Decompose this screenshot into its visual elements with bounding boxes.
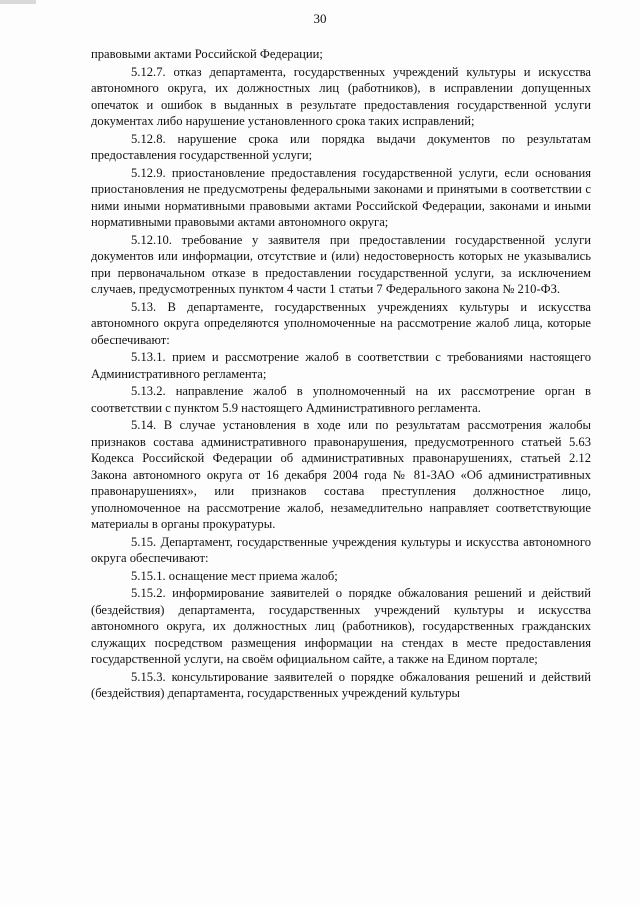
page-number: 30 bbox=[313, 11, 327, 26]
paragraph-continuation: правовыми актами Российской Федерации; bbox=[91, 47, 323, 61]
paragraph-5-13-1: 5.13.1. прием и рассмотрение жалоб в соответствии с требованиями настоящего Административного регламента; bbox=[91, 350, 591, 381]
scan-edge-mark bbox=[0, 0, 36, 4]
paragraph-5-15: 5.15. Департамент, государственные учреждения культуры и искусства автономного округа обеспечивают: bbox=[91, 534, 591, 565]
paragraph-5-12-10: 5.12.10. требование у заявителя при предоставлении государственной услуги документов или информации, отсутствие и (или) недостоверность которых не указывались при первоначальном отказе в предоставлении государственной услуги, за исключением случаев, предусмотренных пунктом 4 части 1 статьи 7 Федерального закона № 210-ФЗ. bbox=[91, 232, 591, 296]
paragraph-5-15-1: 5.15.1. оснащение мест приема жалоб; bbox=[131, 568, 338, 583]
paragraph-5-12-7: 5.12.7. отказ департамента, государственных учреждений культуры и искусства автономного округа, их должностных лиц (работников), в исправлении допущенных опечаток и ошибок в выданных в результате предоставления государственной услуги документах либо нарушение установленного срока таких исправлений; bbox=[91, 64, 591, 128]
paragraph-5-13: 5.13. В департаменте, государственных учреждениях культуры и искусства автономного округа определяются уполномоченные на рассмотрение жалоб лица, которые обеспечивают: bbox=[91, 299, 591, 347]
paragraph-5-12-9: 5.12.9. приостановление предоставления государственной услуги, если основания приостановления не предусмотрены федеральными законами и принятыми в соответствии с ними иными нормативными правовыми актами Российской Федерации, законами и иными нормативными правовыми актами автономного округа; bbox=[91, 165, 591, 229]
paragraph-5-15-3: 5.15.3. консультирование заявителей о порядке обжалования решений и действий (бездействия) департамента, государственных учреждений культуры bbox=[91, 669, 591, 700]
document-body bbox=[91, 46, 591, 703]
paragraph-5-15-2: 5.15.2. информирование заявителей о порядке обжалования решений и действий (бездействия) департамента, государственных учреждений культуры и искусства автономного округа, их должностных лиц (работников), государственных гражданских служащих посредством размещения информации на стендах в месте предоставления государственной услуги, на своём официальном сайте, а также на Едином портале; bbox=[91, 586, 591, 666]
paragraph-5-12-8: 5.12.8. нарушение срока или порядка выдачи документов по результатам предоставления государственной услуги; bbox=[91, 131, 591, 162]
paragraph-5-13-2: 5.13.2. направление жалоб в уполномоченный на их рассмотрение орган в соответствии с пунктом 5.9 настоящего Административного регламента. bbox=[91, 384, 591, 415]
paragraph-5-14: 5.14. В случае установления в ходе или по результатам рассмотрения жалобы признаков состава административного правонарушения, предусмотренного статьей 5.63 Кодекса Российской Федерации об административных правонарушениях, статьей 2.12 Закона автономного округа от 16 декабря 2004 года № 81-ЗАО «Об административных правонарушениях», или признаков состава преступления должностное лицо, уполномоченное на рассмотрение жалоб, незамедлительно направляет соответствующие материалы в органы прокуратуры. bbox=[91, 418, 591, 531]
